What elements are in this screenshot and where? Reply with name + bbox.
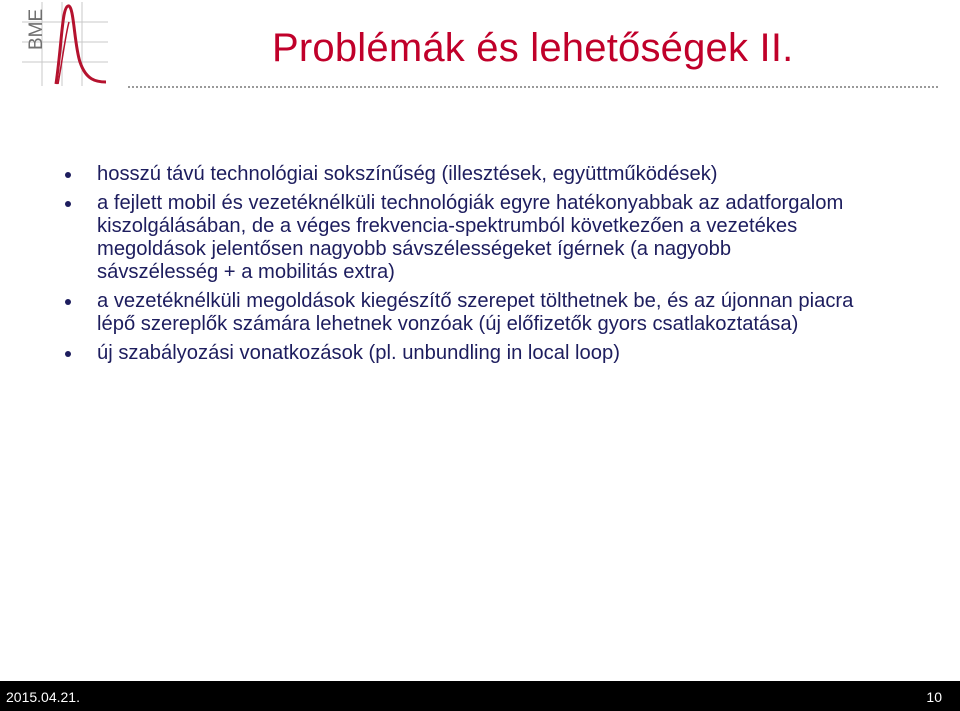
bullet-icon — [65, 351, 71, 357]
bullet-icon — [65, 201, 71, 207]
title-divider — [128, 86, 938, 88]
bullet-icon — [65, 299, 71, 305]
bullet-text: a vezetéknélküli megoldások kiegészítő szerepet tölthetnek be, és az újonnan piacra lépő szereplők számára lehetnek vonzóak (új előfizetők gyors csatlakoztatása) — [97, 290, 854, 335]
bullet-list — [97, 163, 857, 371]
bullet-text: új szabályozási vonatkozások (pl. unbundling in local loop) — [97, 342, 620, 364]
logo-curve — [56, 6, 106, 84]
bullet-text: a fejlett mobil és vezetéknélküli technológiák egyre hatékonyabbak az adatforgalom kiszolgálásában, de a véges frekvencia-spektrumból következően a vezetékes megoldások jelentősen nagyobb sávszélességeket ígérnek (a nagyobb sávszélesség + a mobilitás extra) — [97, 192, 844, 283]
bullet-item — [97, 290, 857, 336]
logo-text: BME — [26, 8, 47, 50]
page-title: Problémák és lehetőségek II. — [272, 26, 794, 70]
bullet-icon — [65, 172, 71, 178]
bullet-item — [97, 192, 857, 284]
footer-date: 2015.04.21. — [6, 689, 80, 705]
footer-bar — [0, 681, 960, 711]
page-number: 10 — [926, 689, 942, 705]
bullet-item — [97, 342, 857, 365]
bme-logo — [22, 2, 108, 86]
bullet-text: hosszú távú technológiai sokszínűség (illesztések, együttműködések) — [97, 163, 718, 185]
bullet-item — [97, 163, 857, 186]
